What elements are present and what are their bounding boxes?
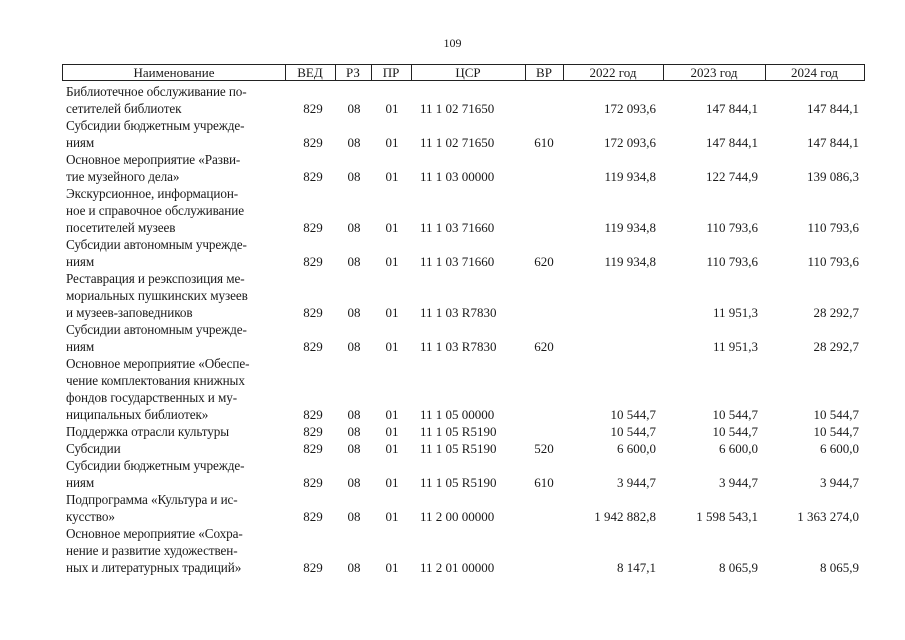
cell-ved: 829 [303,424,323,439]
cell-2024: 10 544,7 [813,424,859,439]
header-2023: 2023 год [690,65,738,80]
cell-2023: 11 951,3 [712,305,758,320]
name-line: ниям [66,135,95,150]
name-line: ное и справочное обслуживание [66,203,244,218]
cell-2023: 6 600,0 [719,441,758,456]
cell-rz: 08 [347,169,361,184]
cell-2023: 122 744,9 [706,169,758,184]
cell-csr: 11 1 03 71660 [420,220,495,235]
name-line: Основное мероприятие «Сохра- [66,526,243,541]
cell-vr: 610 [534,135,554,150]
cell-2024: 3 944,7 [820,475,859,490]
row-values [62,440,865,457]
cell-csr: 11 2 01 00000 [420,560,495,575]
name-line: кусство» [66,509,115,524]
cell-ved: 829 [303,254,323,269]
cell-ved: 829 [303,305,323,320]
cell-csr: 11 1 05 R5190 [420,441,497,456]
name-line: Субсидии [66,441,121,456]
cell-2023: 147 844,1 [706,135,758,150]
name-line: Субсидии автономным учрежде- [66,237,247,252]
cell-pr: 01 [385,509,399,524]
table-row [62,525,865,576]
name-line: Поддержка отрасли культуры [66,424,230,439]
row-values [62,219,865,236]
cell-pr: 01 [385,135,399,150]
table-body [62,83,865,576]
cell-pr: 01 [385,305,399,320]
cell-rz: 08 [347,135,361,150]
name-line: Экскурсионное, информацион- [66,186,239,201]
header-csr: ЦСР [455,65,481,80]
cell-ved: 829 [303,339,323,354]
table-row [62,440,865,457]
table-row [62,185,865,236]
cell-pr: 01 [385,441,399,456]
header-vr: ВР [536,65,552,80]
name-line: Основное мероприятие «Обеспе- [66,356,250,371]
cell-rz: 08 [347,441,361,456]
cell-pr: 01 [385,407,399,422]
cell-ved: 829 [303,101,323,116]
name-line: посетителей музеев [66,220,176,235]
cell-vr: 620 [534,254,554,269]
cell-ved: 829 [303,169,323,184]
cell-ved: 829 [303,441,323,456]
cell-2023: 110 793,6 [706,220,758,235]
header-pr: ПР [382,65,400,80]
name-line: сетителей библиотек [66,101,182,116]
row-values [62,100,865,117]
cell-2022: 8 147,1 [617,560,656,575]
cell-vr: 520 [534,441,554,456]
cell-2022: 119 934,8 [604,169,656,184]
row-values [62,406,865,423]
cell-2023: 10 544,7 [712,407,758,422]
cell-2023: 3 944,7 [719,475,758,490]
cell-csr: 11 1 05 00000 [420,407,495,422]
name-line: фондов государственных и му- [66,390,237,405]
name-line: ниям [66,339,95,354]
cell-csr: 11 1 03 00000 [420,169,495,184]
cell-ved: 829 [303,475,323,490]
row-values [62,423,865,440]
cell-2024: 110 793,6 [807,254,859,269]
cell-rz: 08 [347,407,361,422]
name-line: Реставрация и реэкспозиция ме- [66,271,245,286]
cell-csr: 11 1 03 R7830 [420,305,497,320]
cell-rz: 08 [347,424,361,439]
cell-pr: 01 [385,220,399,235]
name-line: Субсидии бюджетным учрежде- [66,118,245,133]
cell-2024: 28 292,7 [813,339,859,354]
cell-2022: 119 934,8 [604,220,656,235]
cell-rz: 08 [347,254,361,269]
name-line: ниям [66,475,95,490]
name-line: нение и развитие художествен- [66,543,238,558]
cell-pr: 01 [385,339,399,354]
cell-ved: 829 [303,560,323,575]
cell-rz: 08 [347,560,361,575]
header-name: Наименование [133,65,215,80]
cell-rz: 08 [347,475,361,490]
cell-csr: 11 2 00 00000 [420,509,495,524]
cell-2023: 10 544,7 [712,424,758,439]
cell-csr: 11 1 03 71660 [420,254,495,269]
row-values [62,134,865,151]
name-line: Субсидии автономным учрежде- [66,322,247,337]
table-row [62,270,865,321]
header-rz: РЗ [346,65,360,80]
cell-vr: 620 [534,339,554,354]
cell-2024: 6 600,0 [820,441,859,456]
table-row [62,423,865,440]
cell-2024: 10 544,7 [813,407,859,422]
cell-vr: 610 [534,475,554,490]
cell-2023: 11 951,3 [712,339,758,354]
name-line: Подпрограмма «Культура и ис- [66,492,238,507]
header-2024: 2024 год [791,65,838,80]
row-values [62,508,865,525]
header-2022: 2022 год [589,65,637,80]
table-row [62,355,865,423]
cell-rz: 08 [347,509,361,524]
row-values [62,253,865,270]
table-header [62,64,865,81]
cell-2024: 28 292,7 [813,305,859,320]
cell-2024: 110 793,6 [807,220,859,235]
cell-2024: 8 065,9 [820,560,859,575]
cell-2022: 6 600,0 [617,441,656,456]
cell-csr: 11 1 05 R5190 [420,424,497,439]
cell-rz: 08 [347,220,361,235]
table-row [62,236,865,270]
cell-pr: 01 [385,475,399,490]
table-row [62,83,865,117]
table-row [62,151,865,185]
page-number: 109 [443,36,462,50]
cell-2024: 139 086,3 [807,169,859,184]
table-row [62,117,865,151]
name-line: Субсидии бюджетным учрежде- [66,458,245,473]
cell-2022: 1 942 882,8 [594,509,656,524]
cell-ved: 829 [303,407,323,422]
table-row [62,321,865,355]
cell-rz: 08 [347,305,361,320]
cell-rz: 08 [347,339,361,354]
cell-pr: 01 [385,254,399,269]
row-values [62,338,865,355]
cell-2022: 172 093,6 [604,135,656,150]
cell-pr: 01 [385,101,399,116]
cell-2024: 1 363 274,0 [797,509,859,524]
cell-2022: 10 544,7 [610,424,656,439]
cell-rz: 08 [347,101,361,116]
cell-csr: 11 1 02 71650 [420,101,495,116]
cell-ved: 829 [303,135,323,150]
cell-pr: 01 [385,424,399,439]
cell-csr: 11 1 05 R5190 [420,475,497,490]
row-values [62,559,865,576]
name-line: Основное мероприятие «Разви- [66,152,241,167]
cell-2024: 147 844,1 [807,101,859,116]
cell-2022: 119 934,8 [604,254,656,269]
cell-2022: 172 093,6 [604,101,656,116]
cell-2024: 147 844,1 [807,135,859,150]
name-line: Библиотечное обслуживание по- [66,84,247,99]
cell-ved: 829 [303,220,323,235]
cell-2023: 147 844,1 [706,101,758,116]
cell-2022: 3 944,7 [617,475,656,490]
header-ved: ВЕД [297,65,323,80]
name-line: ниципальных библиотек» [66,407,209,422]
cell-csr: 11 1 02 71650 [420,135,495,150]
cell-csr: 11 1 03 R7830 [420,339,497,354]
cell-pr: 01 [385,560,399,575]
row-values [62,474,865,491]
name-line: чение комплектования книжных [66,373,245,388]
name-line: ных и литературных традиций» [66,560,242,575]
name-line: тие музейного дела» [66,169,180,184]
cell-2023: 1 598 543,1 [696,509,758,524]
cell-ved: 829 [303,509,323,524]
cell-2023: 8 065,9 [719,560,758,575]
cell-2023: 110 793,6 [706,254,758,269]
row-values [62,304,865,321]
cell-2022: 10 544,7 [610,407,656,422]
name-line: мориальных пушкинских музеев [66,288,248,303]
name-line: ниям [66,254,95,269]
table-row [62,491,865,525]
name-line: и музеев-заповедников [66,305,193,320]
cell-pr: 01 [385,169,399,184]
row-values [62,168,865,185]
table-row [62,457,865,491]
